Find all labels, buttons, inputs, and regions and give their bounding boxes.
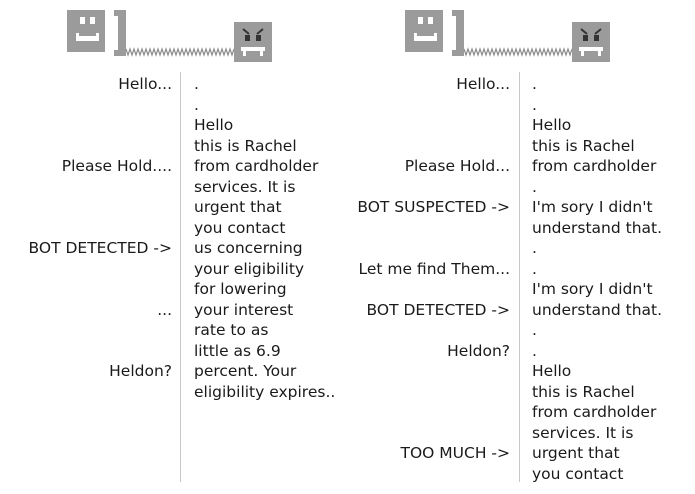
bot-line: this is Rachel <box>194 136 297 155</box>
caller-line: Please Hold.... <box>61 157 172 175</box>
column-divider <box>180 72 181 482</box>
bot-line: . <box>532 321 537 339</box>
bot-line: you contact <box>194 218 286 237</box>
bot-line: understand that. <box>532 300 663 319</box>
bot-line: . <box>532 177 537 196</box>
bot-line: from cardholder <box>532 403 657 421</box>
caller-line: ... <box>157 300 172 319</box>
caller-line: Hello... <box>456 75 510 93</box>
bot-line: little as 6.9 <box>194 341 281 360</box>
bot-line: from cardholder <box>194 157 319 175</box>
caller-line: BOT DETECTED -> <box>366 300 510 319</box>
bot-line: Hello <box>532 116 572 134</box>
coiled-cord-icon <box>464 49 572 55</box>
bot-phone-icon <box>234 22 272 62</box>
caller-line: BOT DETECTED -> <box>28 239 172 257</box>
bot-line: . <box>532 239 537 257</box>
caller-line: Heldon? <box>447 341 510 360</box>
bot-line: . <box>194 95 199 114</box>
bot-line: . <box>532 75 537 93</box>
bot-line: . <box>532 95 537 114</box>
call-illustration <box>338 0 678 75</box>
bot-line: . <box>532 341 537 360</box>
bot-column <box>194 74 335 402</box>
bot-line: Hello <box>194 116 234 134</box>
bot-line: rate to as <box>194 321 269 339</box>
bot-line: I'm sory I didn't <box>532 280 653 298</box>
bot-line: . <box>532 259 537 278</box>
conversation-panel-left <box>0 0 340 494</box>
bot-column <box>532 74 662 484</box>
person-phone-icon <box>67 10 126 56</box>
bot-line: for lowering <box>194 280 287 298</box>
bot-line: you contact <box>532 464 624 483</box>
bot-line: your eligibility <box>194 259 305 278</box>
bot-line: us concerning <box>194 239 303 257</box>
bot-line: I'm sory I didn't <box>532 198 653 216</box>
bot-line: services. It is <box>532 423 634 442</box>
person-phone-icon <box>405 10 464 56</box>
caller-line: Heldon? <box>109 362 172 380</box>
bot-line: urgent that <box>532 444 620 462</box>
call-illustration <box>0 0 340 75</box>
bot-line: understand that. <box>532 218 663 237</box>
bot-phone-icon <box>572 22 610 62</box>
bot-line: your interest <box>194 300 294 319</box>
bot-line: services. It is <box>194 177 296 196</box>
coiled-cord-icon <box>126 49 234 55</box>
bot-line: . <box>194 75 199 93</box>
bot-line: this is Rachel <box>532 382 635 401</box>
column-divider <box>519 72 520 482</box>
bot-line: from cardholder <box>532 157 657 175</box>
bot-line: Hello <box>532 362 572 380</box>
bot-line: eligibility expires.. <box>194 382 336 401</box>
bot-line: urgent that <box>194 198 282 216</box>
caller-line: Hello... <box>118 75 172 93</box>
caller-line: Let me find Them... <box>358 259 510 278</box>
conversation-panel-right <box>338 0 678 494</box>
caller-line: BOT SUSPECTED -> <box>357 198 510 216</box>
bot-line: percent. Your <box>194 362 297 380</box>
bot-line: this is Rachel <box>532 136 635 155</box>
caller-line: Please Hold... <box>404 157 510 175</box>
caller-line: TOO MUCH -> <box>400 444 510 462</box>
